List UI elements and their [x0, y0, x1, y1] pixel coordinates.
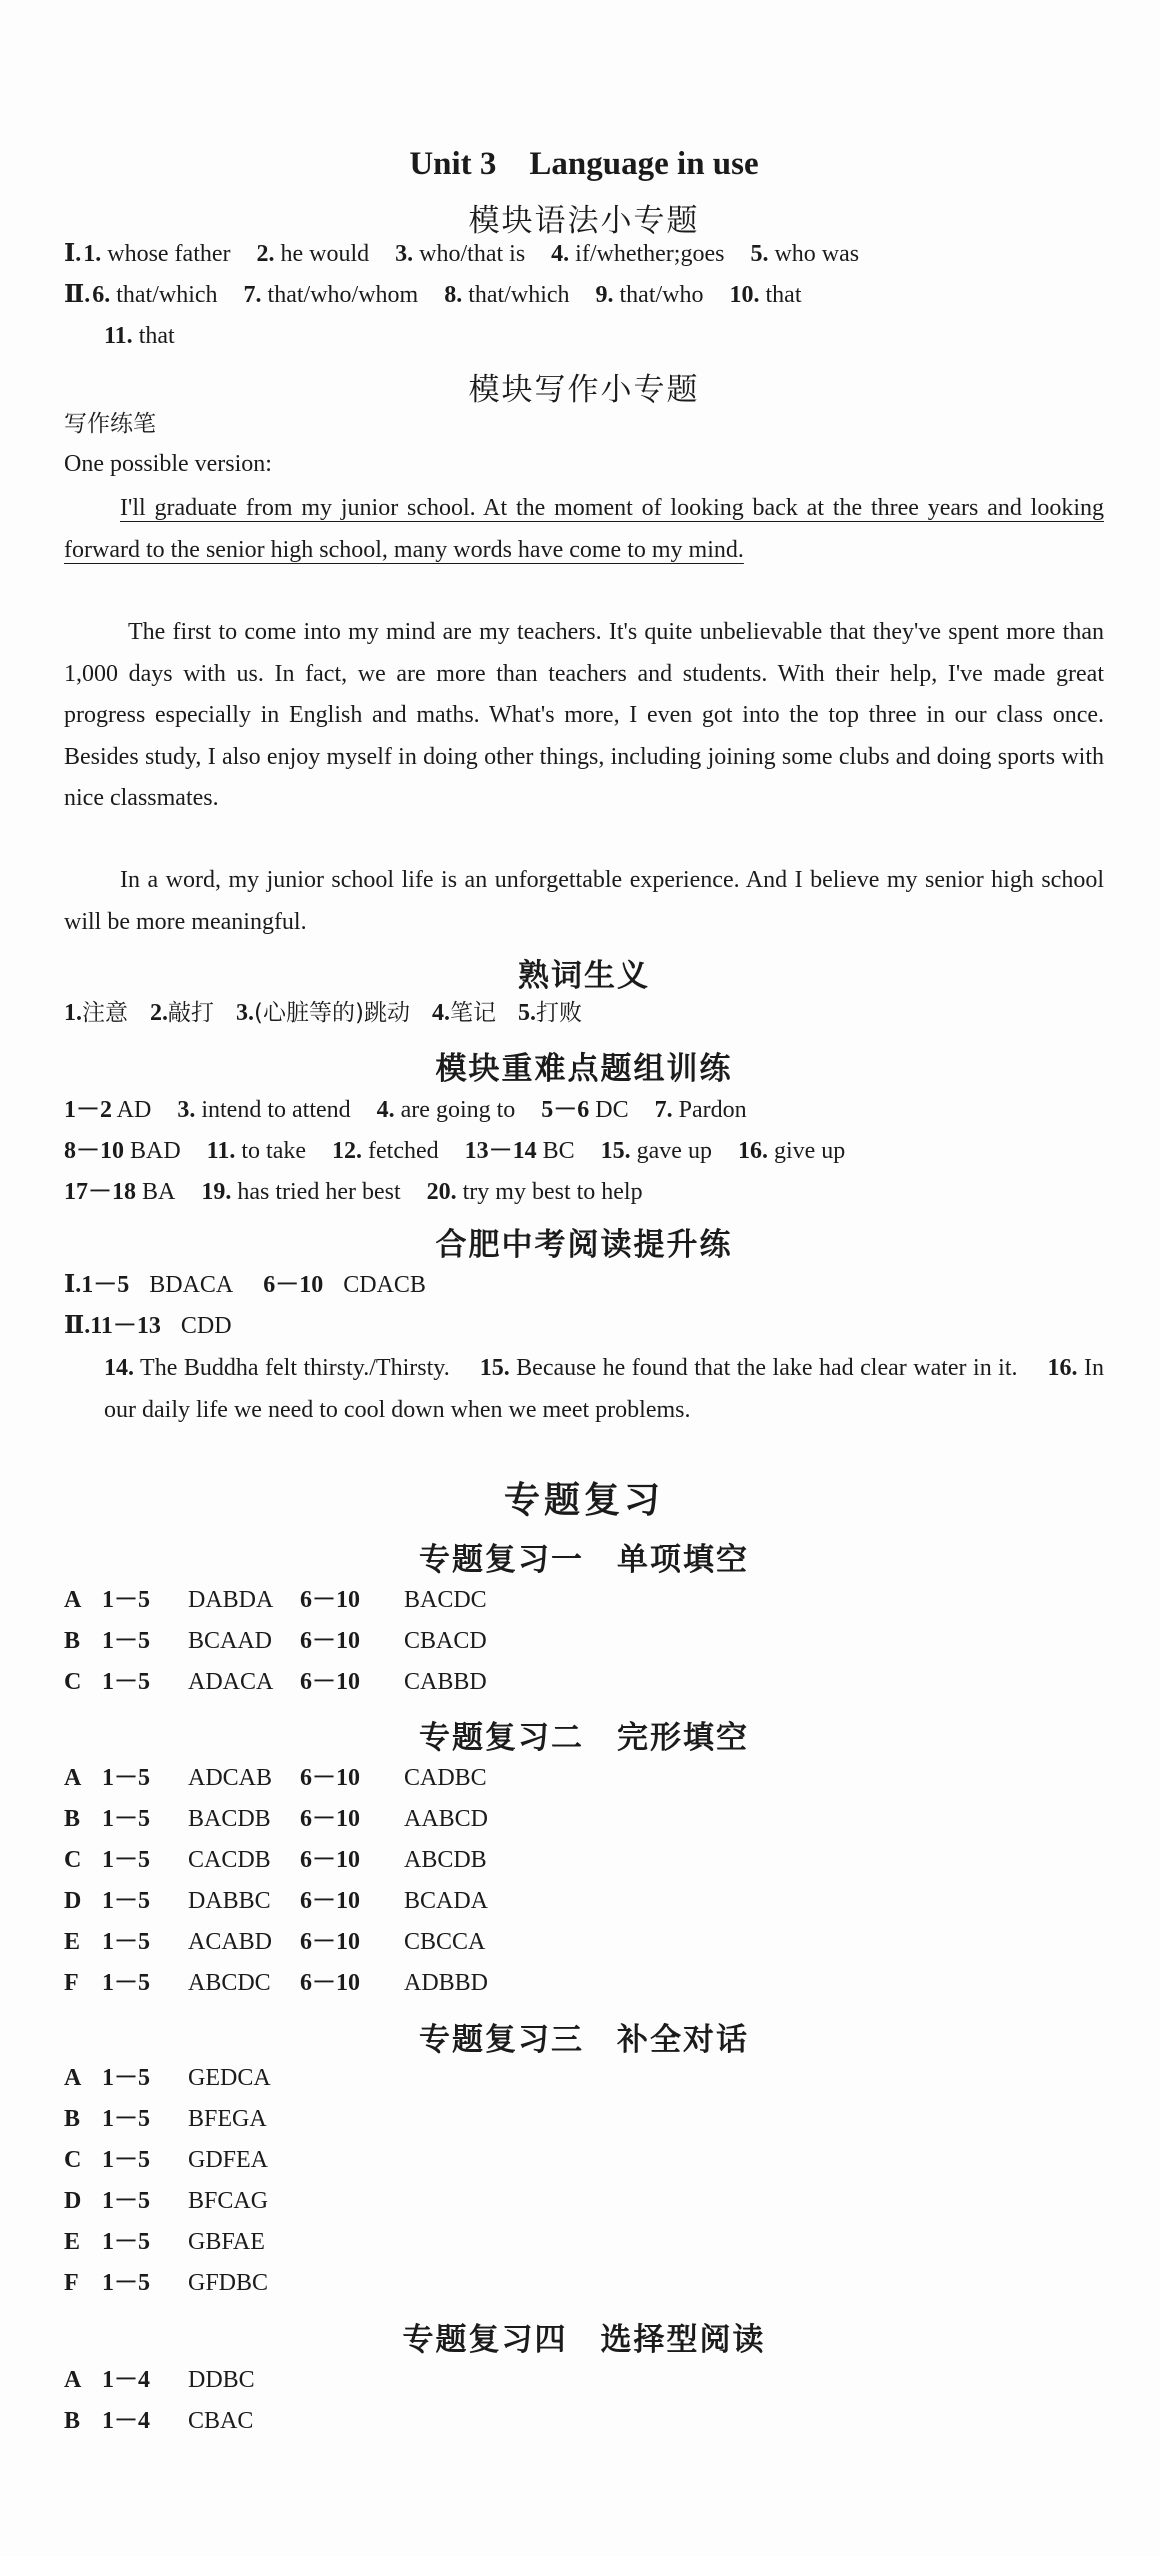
item-answer: give up	[767, 1138, 846, 1164]
row-label: A	[64, 1587, 82, 1613]
item-number: 16.	[737, 1138, 768, 1164]
item-answer: gave up	[630, 1138, 712, 1164]
answer-row	[64, 1666, 487, 1698]
item-answer: that/which	[110, 282, 218, 308]
item-range: 6－10	[300, 1765, 360, 1791]
essay-paragraph-1: I'll graduate from my junior school. At the moment of looking back at the three years and looking forward to the senior high school, many words have come to my mind.	[64, 495, 1104, 563]
item-answer: GFDBC	[188, 2270, 269, 2296]
item-answer: BDACA	[149, 1272, 234, 1298]
item-number: 13－14	[464, 1138, 537, 1164]
answer-row	[64, 2062, 300, 2094]
item-number: 1.	[64, 1000, 82, 1026]
item-number: 7.	[654, 1097, 673, 1123]
item-answer: are going to	[394, 1097, 516, 1123]
row-label: F	[64, 1970, 79, 1996]
item-answer: to take	[235, 1138, 306, 1164]
item-answer: 注意	[82, 1000, 128, 1026]
item-range: 1－5	[102, 1587, 150, 1613]
row-label: F	[64, 2270, 79, 2296]
item-answer: CDD	[180, 1313, 232, 1339]
item-answer: CADBC	[404, 1765, 487, 1791]
row-label: D	[64, 2188, 82, 2214]
grammar-line-2	[64, 279, 802, 311]
item-answer: BC	[536, 1138, 575, 1164]
item-answer: BA	[136, 1179, 176, 1205]
item-range: 1－5	[102, 1669, 150, 1695]
item-number: 1－5	[81, 1272, 130, 1298]
drill-heading: 模块重难点题组训练	[435, 1051, 733, 1087]
row-label: B	[64, 2408, 81, 2434]
drill-line-3	[64, 1176, 643, 1208]
item-answer: ADCAB	[188, 1765, 273, 1791]
item-answer: who/that is	[413, 241, 526, 267]
row-label: A	[64, 1765, 82, 1791]
row-label: B	[64, 2106, 81, 2132]
grammar-heading: 模块语法小专题	[468, 203, 700, 239]
answer-row	[64, 1844, 487, 1876]
item-number: 7.	[243, 282, 262, 308]
answer-row	[64, 1885, 488, 1917]
item-answer: ADACA	[188, 1669, 274, 1695]
row-label: E	[64, 1929, 81, 1955]
item-answer: The Buddha felt thirsty./Thirsty.	[134, 1355, 450, 1381]
essay-paragraph-2: The first to come into my mind are my teachers. It's quite unbelievable that they've spent more than 1,000 days with us. In fact, we are more than teachers and students. With their help, I've made great progress especially in English and maths. What's more, I even got into the top three in our class once. Besides study, I also enjoy myself in doing other things, including joining some clubs and doing sports with nice classmates.	[64, 619, 1104, 812]
item-number: 6.	[92, 282, 111, 308]
grammar-line-1	[64, 238, 859, 270]
item-answer: DDBC	[188, 2367, 255, 2393]
item-range: 1－5	[102, 2270, 150, 2296]
item-answer: try my best to help	[456, 1179, 643, 1205]
answer-row	[64, 2144, 300, 2176]
row-label: E	[64, 2229, 81, 2255]
item-answer: 敲打	[168, 1000, 214, 1026]
hefei-answers	[104, 1348, 1104, 1431]
item-answer: that/who/whom	[261, 282, 419, 308]
item-number: 17－18	[64, 1179, 136, 1205]
row-label: A	[64, 2065, 82, 2091]
essay-paragraph-3: In a word, my junior school life is an unforgettable experience. And I believe my senior high school will be more meaningful.	[64, 867, 1104, 935]
item-answer: if/whether;goes	[569, 241, 725, 267]
item-range: 1－5	[102, 2229, 150, 2255]
item-answer: BFCAG	[188, 2188, 269, 2214]
item-answer: he would	[274, 241, 370, 267]
hefei-heading: 合肥中考阅读提升练	[435, 1227, 733, 1263]
item-answer: GBFAE	[188, 2229, 265, 2255]
item-number: 4.	[431, 1000, 450, 1026]
review-1-heading: 专题复习一 单项填空	[419, 1542, 749, 1578]
answer-row	[64, 2226, 300, 2258]
vocab-heading: 熟词生义	[518, 958, 650, 994]
item-range: 6－10	[300, 1587, 360, 1613]
row-label: B	[64, 1628, 81, 1654]
item-answer: BCADA	[404, 1888, 489, 1914]
item-answer: BACDB	[188, 1806, 271, 1832]
item-number: 14.	[104, 1355, 134, 1381]
item-range: 1－5	[102, 2065, 150, 2091]
item-number: 16.	[1047, 1355, 1078, 1381]
item-number: 1－2	[64, 1097, 112, 1123]
item-answer: ACABD	[188, 1929, 273, 1955]
answer-row	[64, 2103, 300, 2135]
item-number: 3.	[177, 1097, 196, 1123]
item-answer: CBACD	[404, 1628, 487, 1654]
item-range: 6－10	[300, 1847, 360, 1873]
item-number: 15.	[600, 1138, 631, 1164]
item-answer: In our daily life we need to cool down when we meet problems.	[104, 1355, 1104, 1423]
item-number: 5.	[750, 241, 769, 267]
item-answer: ABCDC	[188, 1970, 271, 1996]
roman-numeral: Ⅰ.	[64, 241, 82, 267]
item-answer: who was	[768, 241, 860, 267]
item-range: 1－4	[102, 2367, 150, 2393]
hefei-line-2	[64, 1310, 232, 1342]
item-answer: Pardon	[672, 1097, 747, 1123]
item-answer: (心脏等的)跳动	[254, 1000, 410, 1026]
item-number: 2.	[256, 241, 275, 267]
item-answer: DABBC	[188, 1888, 271, 1914]
item-number: 12.	[332, 1138, 362, 1164]
item-range: 1－5	[102, 1847, 150, 1873]
item-answer: BFEGA	[188, 2106, 267, 2132]
answer-row	[64, 1803, 488, 1835]
item-answer: that	[759, 282, 802, 308]
item-answer: that/who	[613, 282, 704, 308]
item-range: 1－5	[102, 1888, 150, 1914]
item-range: 1－5	[102, 2188, 150, 2214]
item-number: 11.	[104, 323, 133, 349]
item-number: 8－10	[64, 1138, 124, 1164]
row-label: A	[64, 2367, 82, 2393]
item-range: 1－5	[102, 1628, 150, 1654]
review-2-heading: 专题复习二 完形填空	[419, 1720, 749, 1756]
row-label: C	[64, 1847, 82, 1873]
item-range: 1－5	[102, 1806, 150, 1832]
item-answer: has tried her best	[231, 1179, 401, 1205]
item-number: 5.	[517, 1000, 536, 1026]
item-range: 6－10	[300, 1929, 360, 1955]
review-4-heading: 专题复习四 选择型阅读	[402, 2322, 766, 2358]
item-answer: BACDC	[404, 1587, 487, 1613]
item-number: 4.	[376, 1097, 395, 1123]
hefei-line-1	[64, 1269, 426, 1301]
item-answer: DABDA	[188, 1587, 274, 1613]
item-answer: 笔记	[449, 1000, 496, 1026]
item-number: 4.	[551, 241, 570, 267]
writing-heading: 模块写作小专题	[468, 372, 700, 408]
unit-title: Unit 3 Language in use	[409, 146, 759, 182]
answer-row	[64, 1967, 488, 1999]
item-answer: BCAAD	[188, 1628, 273, 1654]
item-answer: fetched	[362, 1138, 439, 1164]
item-answer: 打败	[535, 1000, 582, 1026]
item-answer: GEDCA	[188, 2065, 271, 2091]
item-range: 1－5	[102, 2106, 150, 2132]
grammar-line-3	[104, 320, 175, 352]
roman-numeral: Ⅱ.	[64, 282, 91, 308]
drill-line-2	[64, 1135, 845, 1167]
row-label: B	[64, 1806, 81, 1832]
item-range: 6－10	[300, 1806, 360, 1832]
item-number: 8.	[444, 282, 463, 308]
item-answer: Because he found that the lake had clear water in it.	[509, 1355, 1018, 1381]
item-answer: that/which	[462, 282, 570, 308]
item-range: 6－10	[300, 1669, 360, 1695]
item-answer: ABCDB	[404, 1847, 487, 1873]
row-label: C	[64, 2147, 82, 2173]
item-range: 1－5	[102, 1765, 150, 1791]
roman-numeral: Ⅱ.	[64, 1313, 91, 1339]
item-number: 3.	[236, 1000, 254, 1026]
item-answer: CBCCA	[404, 1929, 486, 1955]
item-answer: AD	[112, 1097, 152, 1123]
item-answer: CBAC	[188, 2408, 254, 2434]
item-number: 15.	[479, 1355, 510, 1381]
item-answer: intend to attend	[195, 1097, 351, 1123]
writing-subheading: 写作练笔	[64, 411, 156, 437]
item-answer: CABBD	[404, 1669, 487, 1695]
item-range: 1－5	[102, 2147, 150, 2173]
answer-row	[64, 2364, 300, 2396]
answer-row	[64, 2267, 300, 2299]
answer-row	[64, 1625, 487, 1657]
answer-row	[64, 2185, 300, 2217]
vocab-line	[64, 997, 582, 1029]
item-number: 3.	[395, 241, 414, 267]
drill-line-1	[64, 1094, 747, 1126]
row-label: C	[64, 1669, 82, 1695]
item-number: 1.	[83, 241, 102, 267]
item-number: 11－13	[90, 1313, 161, 1339]
item-answer: DC	[589, 1097, 629, 1123]
answer-row	[64, 1762, 487, 1794]
item-number: 20.	[426, 1179, 457, 1205]
item-range: 1－4	[102, 2408, 150, 2434]
item-range: 1－5	[102, 1970, 150, 1996]
writing-intro: One possible version:	[64, 451, 272, 477]
item-number: 11.	[206, 1138, 236, 1164]
answer-row	[64, 1584, 487, 1616]
answer-row	[64, 2405, 300, 2437]
item-answer: AABCD	[404, 1806, 489, 1832]
item-range: 6－10	[300, 1628, 360, 1654]
item-number: 2.	[150, 1000, 168, 1026]
item-answer: CDACB	[343, 1272, 426, 1298]
item-number: 10.	[729, 282, 760, 308]
item-answer: CACDB	[188, 1847, 271, 1873]
item-range: 6－10	[300, 1888, 360, 1914]
roman-numeral: Ⅰ.	[64, 1272, 82, 1298]
item-number: 9.	[595, 282, 614, 308]
row-label: D	[64, 1888, 82, 1914]
item-number: 5－6	[541, 1097, 590, 1123]
item-answer: GDFEA	[188, 2147, 269, 2173]
review-heading: 专题复习	[503, 1480, 664, 1521]
item-answer: ADBBD	[404, 1970, 489, 1996]
item-answer: whose father	[101, 241, 231, 267]
review-3-heading: 专题复习三 补全对话	[419, 2022, 749, 2058]
answer-row	[64, 1926, 485, 1958]
item-range: 1－5	[102, 1929, 150, 1955]
item-answer: that	[132, 323, 175, 349]
item-number: 19.	[201, 1179, 232, 1205]
item-answer: BAD	[124, 1138, 181, 1164]
item-range: 6－10	[300, 1970, 360, 1996]
item-number: 6－10	[263, 1272, 324, 1298]
